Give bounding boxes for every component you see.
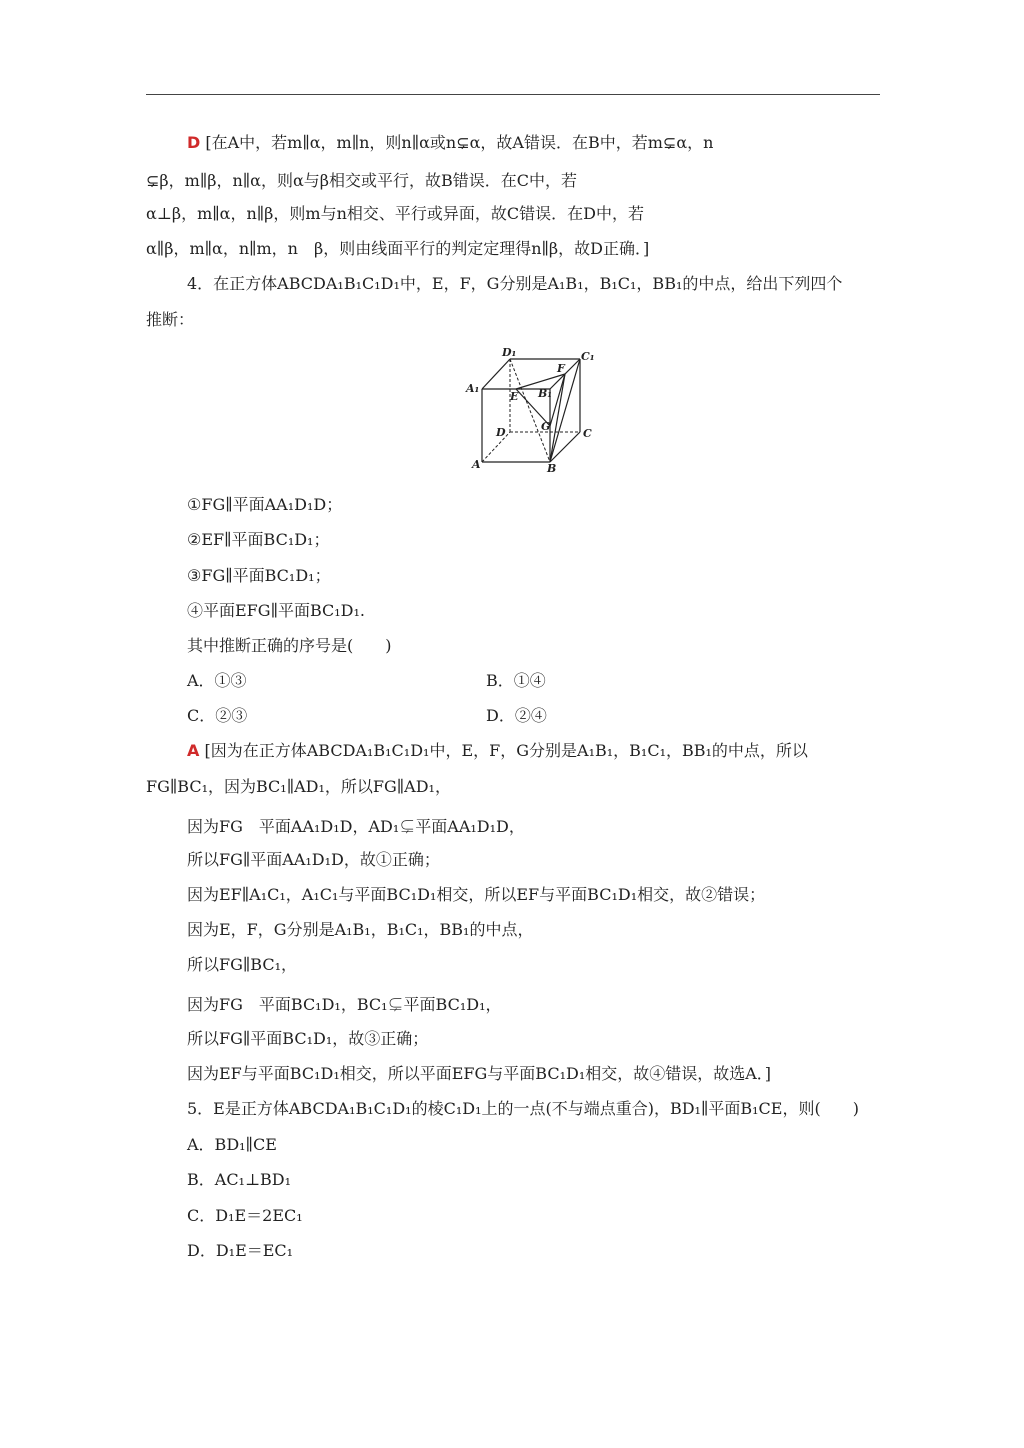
q4-answer-line-3: 因为FG 平面AA₁D₁D，AD₁⊊平面AA₁D₁D， <box>187 817 525 836</box>
q5-option-a: A．BD₁∥CE <box>187 1135 277 1154</box>
q4-statement-1: ①FG∥平面AA₁D₁D； <box>187 495 343 514</box>
q3-answer-line-2: ⊊β，m∥β，n∥α，则α与β相交或平行，故B错误．在C中，若 <box>146 171 578 190</box>
q4-prompt: 其中推断正确的序号是( ) <box>187 636 392 655</box>
label-B1: B₁ <box>538 387 553 400</box>
q5-option-b: B．AC₁⊥BD₁ <box>187 1170 292 1189</box>
q5-option-d: D．D₁E＝EC₁ <box>187 1241 294 1260</box>
q5-option-c: C．D₁E＝2EC₁ <box>187 1206 303 1225</box>
q4-statement-2: ②EF∥平面BC₁D₁； <box>187 530 330 549</box>
answer-text: [因为在正方体ABCDA₁B₁C₁D₁中，E，F，G分别是A₁B₁，B₁C₁，BB₁的中点，所以 <box>204 741 808 760</box>
label-G: G <box>541 420 551 433</box>
label-D: D <box>496 426 506 439</box>
label-C1: C₁ <box>581 350 595 363</box>
q4-statement-4: ④平面EFG∥平面BC₁D₁. <box>187 601 365 620</box>
q5-stem: 5．E是正方体ABCDA₁B₁C₁D₁的棱C₁D₁上的一点(不与端点重合)，BD₁∥平面B₁CE，则( ) <box>187 1099 859 1118</box>
cube-figure <box>462 344 598 476</box>
label-D1: D₁ <box>502 346 517 359</box>
label-B: B <box>547 462 557 475</box>
q4-statement-3: ③FG∥平面BC₁D₁； <box>187 566 331 585</box>
q3-answer-line-4: α∥β，m∥α，n∥m，n β，则由线面平行的判定定理得n∥β，故D正确．] <box>146 239 650 258</box>
answer-letter: A <box>187 741 200 760</box>
q4-answer-line-2: FG∥BC₁，因为BC₁∥AD₁，所以FG∥AD₁， <box>146 777 451 796</box>
label-A: A <box>472 458 481 471</box>
q3-answer-line-3: α⊥β，m∥α，n∥β，则m与n相交、平行或异面，故C错误．在D中，若 <box>146 204 644 223</box>
q4-answer-line-8: 因为FG 平面BC₁D₁，BC₁⊊平面BC₁D₁， <box>187 995 502 1014</box>
q4-stem-line-1: 4．在正方体ABCDA₁B₁C₁D₁中，E，F，G分别是A₁B₁，B₁C₁，BB₁的中点，给出下列四个 <box>187 274 843 293</box>
q4-answer-line-7: 所以FG∥BC₁， <box>187 955 297 974</box>
header-rule <box>146 94 880 95</box>
q4-answer-line-4: 所以FG∥平面AA₁D₁D，故①正确； <box>187 850 440 869</box>
q4-answer-line-10: 因为EF与平面BC₁D₁相交，所以平面EFG与平面BC₁D₁相交，故④错误，故选A．] <box>187 1064 772 1083</box>
q3-answer-line-1 <box>187 133 713 153</box>
q4-option-b: B．①④ <box>486 671 546 690</box>
label-E: E <box>510 390 519 403</box>
label-C: C <box>583 427 592 440</box>
q4-answer-line-1 <box>187 741 808 761</box>
q4-answer-line-6: 因为E，F，G分别是A₁B₁，B₁C₁，BB₁的中点， <box>187 920 534 939</box>
label-F: F <box>557 362 565 375</box>
answer-letter: D <box>187 133 201 152</box>
q4-option-c: C．②③ <box>187 706 248 725</box>
q4-option-d: D．②④ <box>486 706 547 725</box>
q4-answer-line-5: 因为EF∥A₁C₁，A₁C₁与平面BC₁D₁相交，所以EF与平面BC₁D₁相交，故②错误； <box>187 885 766 904</box>
q4-option-a: A．①③ <box>187 671 247 690</box>
q4-answer-line-9: 所以FG∥平面BC₁D₁，故③正确； <box>187 1029 429 1048</box>
q4-stem-line-2: 推断： <box>146 310 195 329</box>
answer-text: [在A中，若m∥α，m∥n，则n∥α或n⊊α，故A错误．在B中，若m⊊α，n <box>205 133 714 152</box>
label-A1: A₁ <box>466 382 480 395</box>
